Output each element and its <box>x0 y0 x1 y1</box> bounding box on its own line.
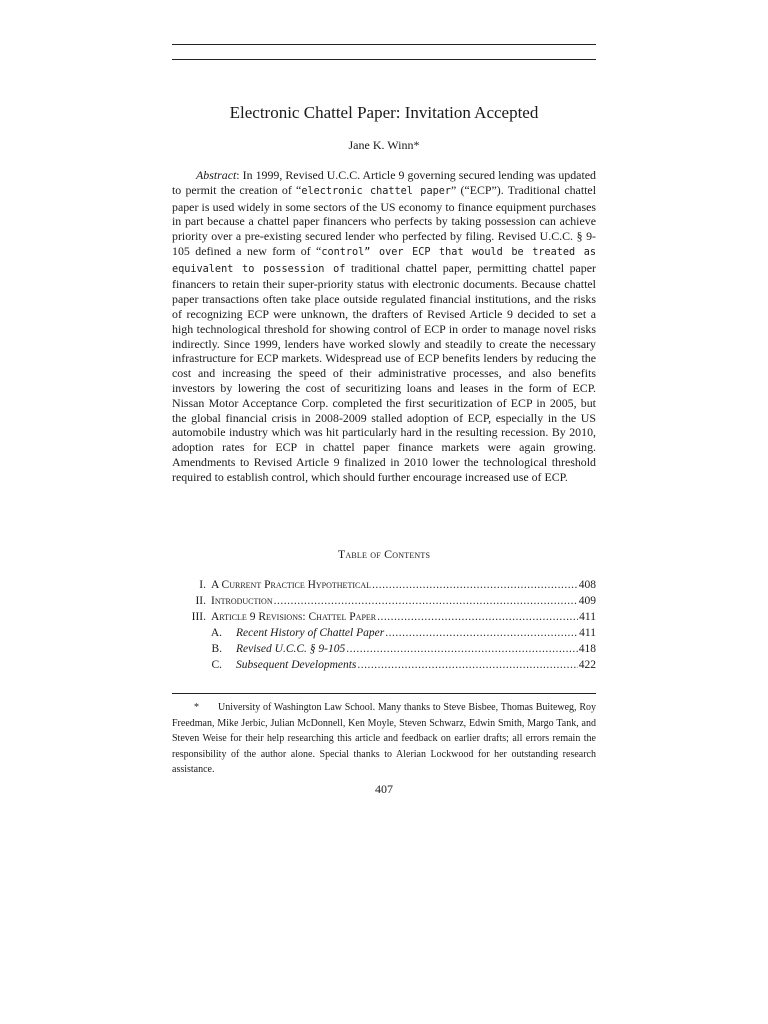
toc-entry-page: 411 <box>579 611 596 623</box>
toc-entry[interactable] <box>172 609 596 625</box>
toc-entry-page: 418 <box>578 643 596 655</box>
abstract-label: Abstract <box>196 168 237 182</box>
toc-entry-page: 422 <box>578 659 596 671</box>
toc-entry-title: Subsequent Developments <box>236 659 357 671</box>
footnote-text: University of Washington Law School. Many thanks to Steve Bisbee, Thomas Buiteweg, Roy Freedman, Mike Jerbic, Julian McDonnell, Ken Moyle, Steven Schwarz, Edwin Smith, Margo Tank, and Steven Weise for their help researching this article and feedback on earlier drafts; all errors remain the responsibility of the author alone. Special thanks to Alerian Lockwood for her outstanding research assistance. <box>172 702 596 776</box>
toc-entry-page: 409 <box>578 595 596 607</box>
toc-entry-number: I. <box>199 579 206 591</box>
toc-entry-title: Recent History of Chattel Paper <box>236 627 385 639</box>
abstract-text-3: traditional chattel paper, permitting chattel paper financers to retain their super-priority status with electronic documents. Because chattel paper transactions often take place outside regulated financial institutions, and the risks of recognizing ECP were unknown, the drafters of Revised Article 9 decided to set a high technological threshold for showing control of ECP in order to manage novel risks indirectly. Since 1999, lenders have worked slowly and steadily to create the necessary infrastructure for ECP markets. Widespread use of ECP benefits lenders by reducing the cost and increasing the speed of their administrative processes, and also benefits investors by lowering the cost of securitizing loans and leases in the form of ECP. Nissan Motor Acceptance Corp. completed the first securitization of ECP in 2005, but the global financial crisis in 2008-2009 stalled adoption of ECP, especially in the US automobile industry which was hit particularly hard in the resulting recession. By 2010, adoption rates for ECP in chattel paper finance markets were again growing. Amendments to Revised Article 9 finalized in 2010 lower the technological threshold required to establish control, which should further encourage increased use of ECP. <box>172 260 596 484</box>
toc-entry-title: Revised U.C.C. § 9-105 <box>236 643 346 655</box>
toc-entry[interactable] <box>172 577 596 593</box>
page-number: 407 <box>375 782 393 796</box>
header-rule-bottom <box>172 59 596 60</box>
toc-entry-number: A. <box>210 627 222 639</box>
toc-leader-dots <box>357 657 577 673</box>
toc-leader-dots <box>372 577 578 593</box>
toc-entry-title: A Current Practice Hypothetical <box>211 579 371 591</box>
toc-entry-number: III. <box>191 611 206 623</box>
footnote <box>172 700 596 778</box>
abstract-mono-1: electronic chattel paper <box>301 185 451 197</box>
toc-leader-dots <box>274 593 578 609</box>
abstract-mono-2: control” over ECP that would be treated as equivalent to possession of <box>172 246 596 275</box>
toc-entry-page: 411 <box>579 627 596 639</box>
toc-entry[interactable] <box>172 593 596 609</box>
toc-leader-dots <box>385 625 578 641</box>
toc-heading: Table of Contents <box>337 547 431 561</box>
footnote-mark: * <box>194 702 199 713</box>
toc-subentry[interactable] <box>172 657 596 673</box>
header-rule-top <box>172 44 596 45</box>
article-author: Jane K. Winn* <box>348 138 420 152</box>
toc-entry-title: Introduction <box>211 595 273 607</box>
article-title: Electronic Chattel Paper: Invitation Accepted <box>229 103 539 122</box>
toc-subentry[interactable] <box>172 625 596 641</box>
abstract-text-1: : In 1999, Revised U.C.C. Article 9 governing secured lending was updated to permit the creation of “ <box>172 168 596 197</box>
toc-entry-page: 408 <box>578 579 596 591</box>
toc-leader-dots <box>377 609 578 625</box>
footnote-rule <box>172 693 596 694</box>
table-of-contents <box>172 577 596 673</box>
toc-entry-number: II. <box>195 595 206 607</box>
toc-entry-number: B. <box>211 643 222 655</box>
toc-leader-dots <box>346 641 578 657</box>
toc-entry-number: C. <box>211 659 222 671</box>
toc-entry-title: Article 9 Revisions: Chattel Paper <box>211 611 377 623</box>
toc-subentry[interactable] <box>172 641 596 657</box>
abstract-paragraph <box>172 168 596 484</box>
abstract-text-2: ” (“ECP”). Traditional chattel paper is used widely in some sectors of the US economy to finance equipment purchases in part because a chattel paper financers who perfects by taking possession can achieve priority over a pre-existing secured lender who perfected by filing. Revised U.C.C. § 9-105 defined a new form of “ <box>172 182 597 258</box>
